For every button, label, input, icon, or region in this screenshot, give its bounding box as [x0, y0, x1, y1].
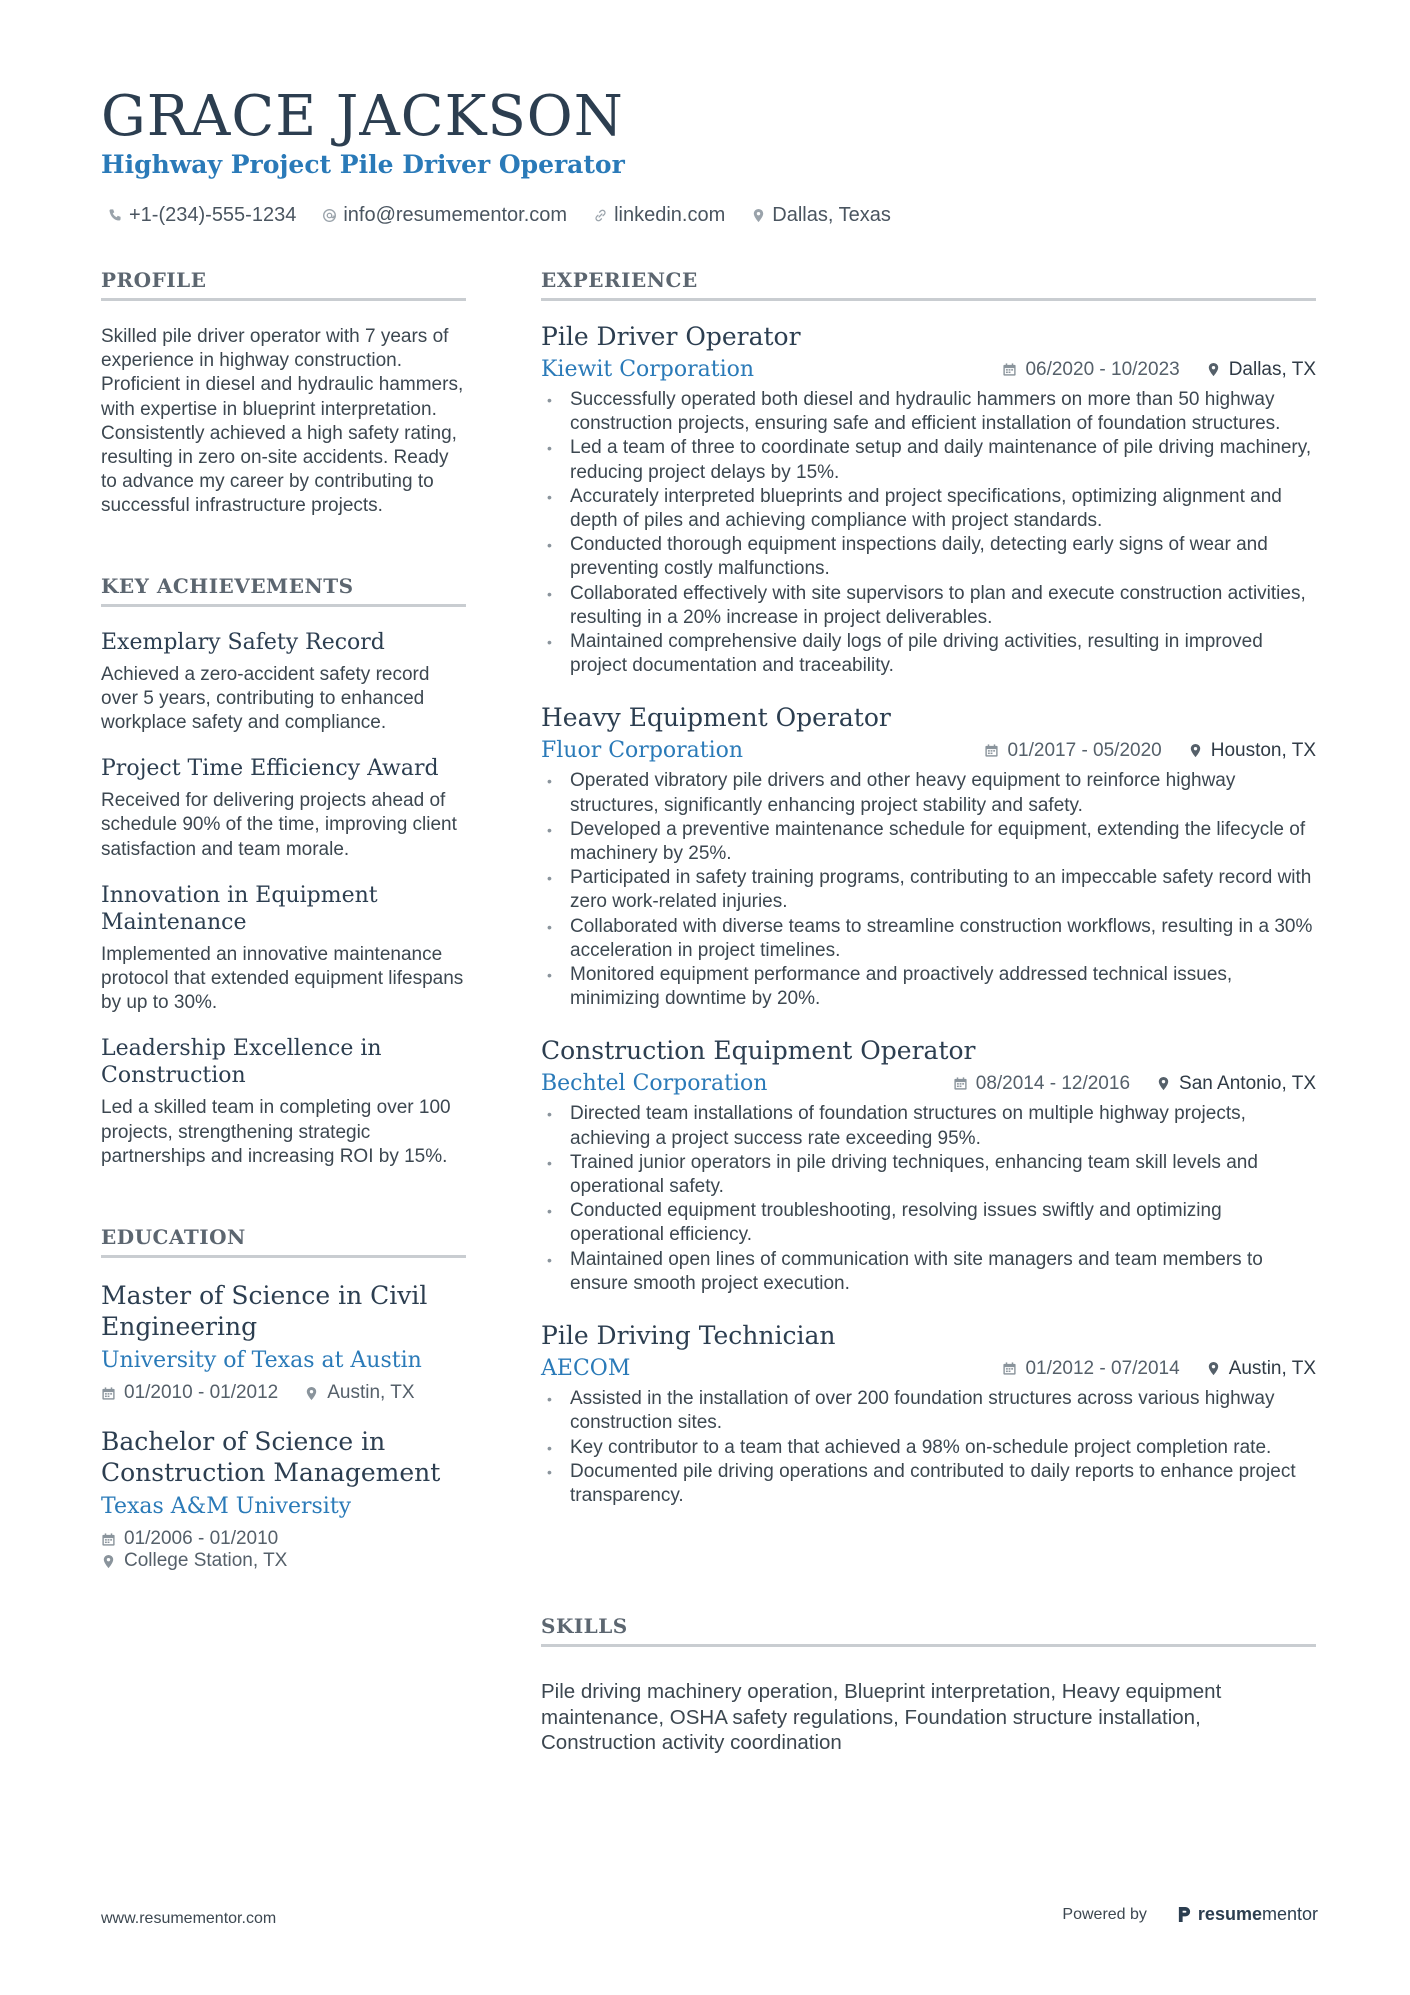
calendar-icon	[984, 743, 999, 758]
bullet-item: • Maintained comprehensive daily logs of pile driving activities, resulting in improved project documentation and traceability.	[541, 630, 1316, 678]
job-bullets	[541, 388, 1316, 678]
bullet-item: • Successfully operated both diesel and hydraulic hammers on more than 50 highway construction projects, ensuring safe and efficient installation of foundation structures.	[541, 388, 1316, 436]
education-item	[101, 1426, 466, 1572]
brand-name-part1: resume	[1197, 1904, 1262, 1924]
location-text: Austin, TX	[1228, 1357, 1316, 1379]
achievement-title: Innovation in Equipment Maintenance	[101, 882, 378, 935]
location-pin-icon	[751, 208, 766, 223]
company-name: AECOM	[541, 1356, 631, 1382]
left-column	[101, 268, 466, 1572]
calendar-icon	[953, 1076, 968, 1091]
job-entry	[541, 702, 1316, 1011]
job-subheader	[541, 1071, 1316, 1096]
location-pin-icon	[1206, 362, 1221, 377]
contact-phone	[108, 204, 296, 227]
at-icon	[322, 208, 337, 223]
job-entry	[541, 1035, 1316, 1296]
link-icon	[593, 208, 608, 223]
job-bullets	[541, 1387, 1316, 1508]
bullet-item: • Trained junior operators in pile driving techniques, enhancing team skill levels and operational safety.	[541, 1151, 1316, 1199]
degree-title: Master of Science in Civil Engineering	[101, 1281, 428, 1342]
bullet-item: • Accurately interpreted blueprints and project specifications, optimizing alignment and depth of piles and achieving compliance with project standards.	[541, 485, 1316, 533]
profile-section	[101, 268, 466, 519]
education-location	[304, 1382, 414, 1404]
bullet-item: • Participated in safety training programs, contributing to an impeccable safety record with zero work-related injuries.	[541, 866, 1316, 914]
job-meta	[1002, 1358, 1316, 1380]
achievement-text: Implemented an innovative maintenance protocol that extended equipment lifespans by up to 30%.	[101, 943, 464, 1014]
dates-text: 06/2020 - 10/2023	[1025, 358, 1180, 380]
calendar-icon	[1002, 362, 1017, 377]
bullet-item: • Assisted in the installation of over 200 foundation structures across various highway construction sites.	[541, 1387, 1316, 1435]
dates-text: 01/2010 - 01/2012	[124, 1382, 279, 1404]
dates-text: 01/2006 - 01/2010	[124, 1528, 279, 1550]
achievement-title: Exemplary Safety Record	[101, 629, 385, 655]
location-text: Houston, TX	[1210, 739, 1316, 761]
location-text: College Station, TX	[124, 1550, 288, 1572]
achievement-title: Project Time Efficiency Award	[101, 756, 439, 782]
resumementor-logo-icon	[1177, 1905, 1192, 1924]
achievements-heading: KEY ACHIEVEMENTS	[101, 574, 466, 607]
location-text: Dallas, Texas	[772, 203, 891, 226]
job-meta	[1002, 359, 1316, 381]
company-name: Kiewit Corporation	[541, 357, 755, 382]
job-subheader	[541, 738, 1316, 763]
bullet-item: • Conducted thorough equipment inspections daily, detecting early signs of wear and preventing costly malfunctions.	[541, 533, 1316, 581]
location-pin-icon	[1188, 743, 1203, 758]
linkedin-text: linkedin.com	[614, 203, 726, 226]
job-title: Pile Driving Technician	[541, 1321, 836, 1351]
calendar-icon	[101, 1532, 116, 1547]
location-pin-icon	[101, 1554, 116, 1569]
bullet-item: • Documented pile driving operations and contributed to daily reports to enhance project transparency.	[541, 1460, 1316, 1508]
education-section	[101, 1225, 466, 1572]
bullet-item: • Directed team installations of foundation structures on multiple highway projects, achieving a project success rate exceeding 95%.	[541, 1102, 1316, 1150]
phone-text: +1-(234)-555-1234	[129, 203, 297, 226]
achievement-text: Led a skilled team in completing over 100 projects, strengthening strategic partnerships and increasing ROI by 15%.	[101, 1097, 451, 1167]
location-pin-icon	[1156, 1076, 1171, 1091]
footer-brand	[1062, 1904, 1318, 1925]
contact-email[interactable]	[322, 204, 567, 227]
job-location	[1156, 1073, 1316, 1095]
achievement-text: Received for delivering projects ahead of schedule 90% of the time, improving client satisfaction and team morale.	[101, 790, 457, 860]
brand-logo[interactable]	[1177, 1904, 1318, 1925]
bullet-item: • Operated vibratory pile drivers and other heavy equipment to reinforce highway structures, significantly enhancing project stability and safety.	[541, 769, 1316, 817]
bullet-item: • Collaborated effectively with site supervisors to plan and execute construction activities, resulting in a 20% increase in project deliverables.	[541, 582, 1316, 630]
calendar-icon	[1002, 1361, 1017, 1376]
bullet-item: • Conducted equipment troubleshooting, resolving issues swiftly and optimizing operational efficiency.	[541, 1199, 1316, 1247]
achievement-item	[101, 755, 466, 862]
contact-bar	[108, 200, 891, 230]
right-column	[541, 268, 1316, 1508]
location-pin-icon	[304, 1386, 319, 1401]
dates-text: 01/2017 - 05/2020	[1007, 739, 1162, 761]
experience-section	[541, 268, 1316, 1508]
job-dates	[1002, 1358, 1179, 1380]
bullet-item: • Key contributor to a team that achieved a 98% on-schedule project completion rate.	[541, 1436, 1316, 1460]
skills-heading: SKILLS	[541, 1614, 1316, 1647]
bullet-item: • Monitored equipment performance and proactively addressed technical issues, minimizing downtime by 20%.	[541, 963, 1316, 1011]
education-meta	[101, 1382, 466, 1404]
bullet-item: • Maintained open lines of communication with site managers and team members to ensure smooth project execution.	[541, 1248, 1316, 1296]
footer-website[interactable]: www.resumementor.com	[101, 1910, 277, 1927]
phone-icon	[108, 208, 123, 223]
achievement-title: Leadership Excellence in Construction	[101, 1036, 382, 1089]
location-text: Austin, TX	[327, 1382, 415, 1404]
dates-text: 08/2014 - 12/2016	[975, 1072, 1131, 1094]
company-name: Fluor Corporation	[541, 738, 744, 764]
job-entry	[541, 321, 1316, 678]
job-title: Pile Driver Operator	[541, 322, 801, 351]
company-name: Bechtel Corporation	[541, 1071, 768, 1097]
achievement-item	[101, 882, 466, 1016]
job-bullets	[541, 769, 1316, 1011]
contact-location	[751, 204, 891, 227]
experience-heading: EXPERIENCE	[541, 268, 1316, 301]
school-name: Texas A&M University	[101, 1494, 352, 1520]
achievements-section	[101, 574, 466, 1169]
powered-by-label: Powered by	[1062, 1905, 1147, 1923]
job-subheader	[541, 1356, 1316, 1381]
education-dates	[101, 1382, 278, 1404]
location-pin-icon	[1206, 1361, 1221, 1376]
job-dates	[984, 740, 1161, 762]
bullet-item: • Led a team of three to coordinate setup and daily maintenance of pile driving machinery, reducing project delays by 15%.	[541, 436, 1316, 484]
job-title-headline: Highway Project Pile Driver Operator	[101, 150, 625, 179]
job-entry	[541, 1320, 1316, 1508]
achievement-text: Achieved a zero-accident safety record over 5 years, contributing to enhanced workplace safety and compliance.	[101, 663, 430, 734]
job-title: Construction Equipment Operator	[541, 1036, 976, 1066]
job-dates	[953, 1073, 1130, 1095]
brand-name-part2: mentor	[1261, 1904, 1318, 1924]
job-location	[1206, 1358, 1316, 1380]
job-bullets	[541, 1102, 1316, 1296]
location-text: San Antonio, TX	[1179, 1072, 1316, 1094]
candidate-name: GRACE JACKSON	[101, 84, 624, 149]
degree-title: Bachelor of Science in Construction Management	[101, 1427, 441, 1488]
job-subheader	[541, 357, 1316, 382]
profile-text: Skilled pile driver operator with 7 years of experience in highway construction. Proficient in diesel and hydraulic hammers, with expertise in blueprint interpretation. Consistently achieved a high safety rating, resulting in zero on-site accidents. Ready to advance my career by contributing to successful infrastructure projects.	[101, 326, 464, 517]
achievement-item	[101, 1035, 466, 1169]
job-meta	[984, 740, 1316, 762]
education-heading: EDUCATION	[101, 1225, 466, 1258]
profile-heading: PROFILE	[101, 268, 466, 301]
dates-text: 01/2012 - 07/2014	[1025, 1357, 1180, 1379]
education-location	[101, 1550, 466, 1572]
contact-linkedin[interactable]	[593, 204, 725, 227]
bullet-item: • Developed a preventive maintenance schedule for equipment, extending the lifecycle of machinery by 25%.	[541, 818, 1316, 866]
skills-section	[541, 1614, 1316, 1756]
job-location	[1188, 740, 1316, 762]
location-text: Dallas, TX	[1228, 358, 1316, 380]
skills-text: Pile driving machinery operation, Blueprint interpretation, Heavy equipment maintenance, OSHA safety regulations, Foundation structure installation, Construction activity coordination	[541, 1680, 1222, 1754]
bullet-item: • Collaborated with diverse teams to streamline construction workflows, resulting in a 30% acceleration in project timelines.	[541, 915, 1316, 963]
email-text: info@resumementor.com	[343, 203, 568, 226]
job-dates	[1002, 359, 1179, 381]
education-dates	[101, 1528, 466, 1550]
achievement-item	[101, 629, 466, 736]
calendar-icon	[101, 1386, 116, 1401]
job-location	[1206, 359, 1316, 381]
education-item	[101, 1280, 466, 1404]
school-name: University of Texas at Austin	[101, 1348, 422, 1374]
job-title: Heavy Equipment Operator	[541, 703, 891, 733]
job-meta	[953, 1073, 1316, 1095]
